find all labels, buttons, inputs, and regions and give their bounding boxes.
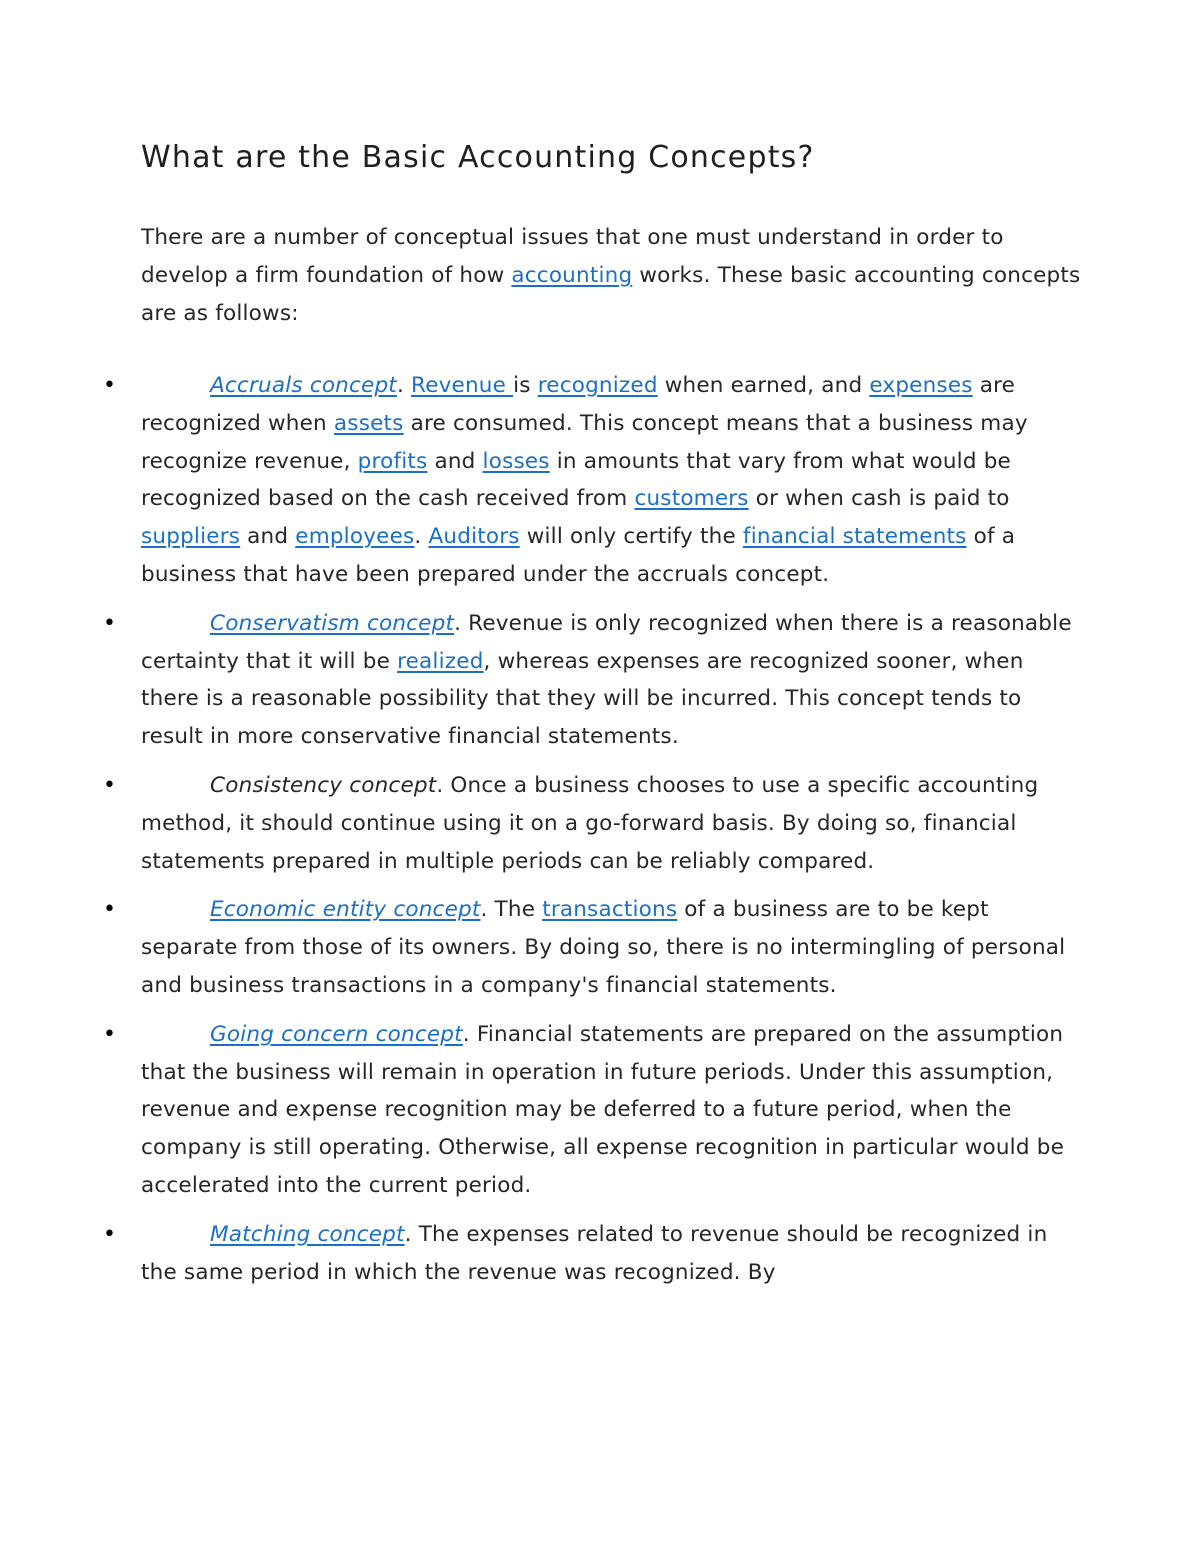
item-text: will only certify the bbox=[519, 524, 743, 550]
intro-paragraph bbox=[141, 219, 1081, 332]
item-text: . The bbox=[480, 897, 543, 923]
losses-link[interactable]: losses bbox=[482, 448, 550, 474]
bullet-icon: • bbox=[103, 1221, 117, 1247]
item-text: is bbox=[513, 373, 538, 398]
financial-statements-link[interactable]: financial statements bbox=[742, 524, 967, 550]
item-text: . Financial statements are prepared on the assumption that the business will remain in operation in future periods. Under this assumption, revenue and expense recognition may be deferred to a future period, when the company is still operating. Otherwise, all expense recognition in particular would be accelerated into the current period. bbox=[141, 1021, 1065, 1198]
bullet-icon: • bbox=[103, 1021, 117, 1047]
list-item-economic-entity-concept bbox=[103, 891, 1081, 1004]
list-item-accruals-concept bbox=[103, 367, 1081, 594]
accounting-link[interactable]: accounting bbox=[511, 262, 633, 288]
item-text: when earned, and bbox=[657, 373, 870, 398]
item-text: . bbox=[396, 373, 412, 398]
item-text: are recognized when bbox=[141, 373, 1016, 436]
item-text: , whereas expenses are recognized sooner, when there is a reasonable possibility that they will be incurred. This concept tends to result in more conservative financial statements. bbox=[141, 648, 1024, 750]
list-item-consistency-concept bbox=[103, 767, 1081, 880]
employees-link[interactable]: employees bbox=[295, 524, 415, 550]
item-text: or when cash is paid to bbox=[748, 486, 1010, 512]
intro-text: There are a number of conceptual issues that one must understand in order to develop a firm foundation of how bbox=[141, 225, 1004, 288]
matching-concept-link[interactable]: Matching concept bbox=[210, 1221, 405, 1247]
item-text: . The expenses related to revenue should be recognized in the same period in which the revenue was recognized. By bbox=[141, 1221, 1048, 1285]
conservatism-concept-link[interactable]: Conservatism concept bbox=[210, 610, 455, 636]
recognized-link[interactable]: recognized bbox=[537, 373, 658, 398]
expenses-link[interactable]: expenses bbox=[869, 373, 973, 398]
concepts-list bbox=[103, 367, 1081, 1302]
auditors-link[interactable]: Auditors bbox=[428, 524, 520, 550]
bullet-icon: • bbox=[103, 610, 117, 636]
profits-link[interactable]: profits bbox=[357, 448, 428, 474]
page-title: What are the Basic Accounting Concepts? bbox=[141, 140, 815, 175]
bullet-icon: • bbox=[103, 772, 117, 798]
item-text: . Revenue is only recognized when there is a reasonable certainty that it will be bbox=[141, 610, 1072, 674]
item-text: . bbox=[414, 524, 429, 550]
item-text: in amounts that vary from what would be recognized based on the cash received from bbox=[141, 448, 1011, 512]
consistency-concept-term: Consistency concept bbox=[210, 772, 437, 798]
list-item-going-concern-concept bbox=[103, 1016, 1081, 1205]
accruals-concept-link[interactable]: Accruals concept bbox=[210, 373, 397, 398]
customers-link[interactable]: customers bbox=[634, 486, 749, 512]
list-item-matching-concept bbox=[103, 1216, 1081, 1292]
going-concern-concept-link[interactable]: Going concern concept bbox=[210, 1021, 463, 1047]
item-text: . Once a business chooses to use a specific accounting method, it should continue using it on a go-forward basis. By doing so, financial statements prepared in multiple periods can be reliably compared. bbox=[141, 772, 1039, 874]
bullet-icon: • bbox=[103, 897, 117, 923]
assets-link[interactable]: assets bbox=[333, 410, 404, 436]
revenue-link[interactable]: Revenue bbox=[411, 373, 514, 398]
economic-entity-concept-link[interactable]: Economic entity concept bbox=[210, 897, 481, 923]
realized-link[interactable]: realized bbox=[397, 648, 484, 674]
item-text: of a business that have been prepared under the accruals concept. bbox=[141, 524, 1016, 587]
transactions-link[interactable]: transactions bbox=[542, 897, 678, 923]
item-text: and bbox=[427, 448, 483, 474]
item-text: and bbox=[240, 524, 296, 550]
list-item-conservatism-concept bbox=[103, 605, 1081, 756]
intro-text: works. These basic accounting concepts are as follows: bbox=[141, 262, 1081, 326]
suppliers-link[interactable]: suppliers bbox=[141, 524, 241, 550]
bullet-icon: • bbox=[103, 373, 117, 398]
item-text: are consumed. This concept means that a business may recognize revenue, bbox=[141, 410, 1028, 474]
item-text: of a business are to be kept separate from those of its owners. By doing so, there is no intermingling of personal and business transactions in a company's financial statements. bbox=[141, 897, 1066, 998]
